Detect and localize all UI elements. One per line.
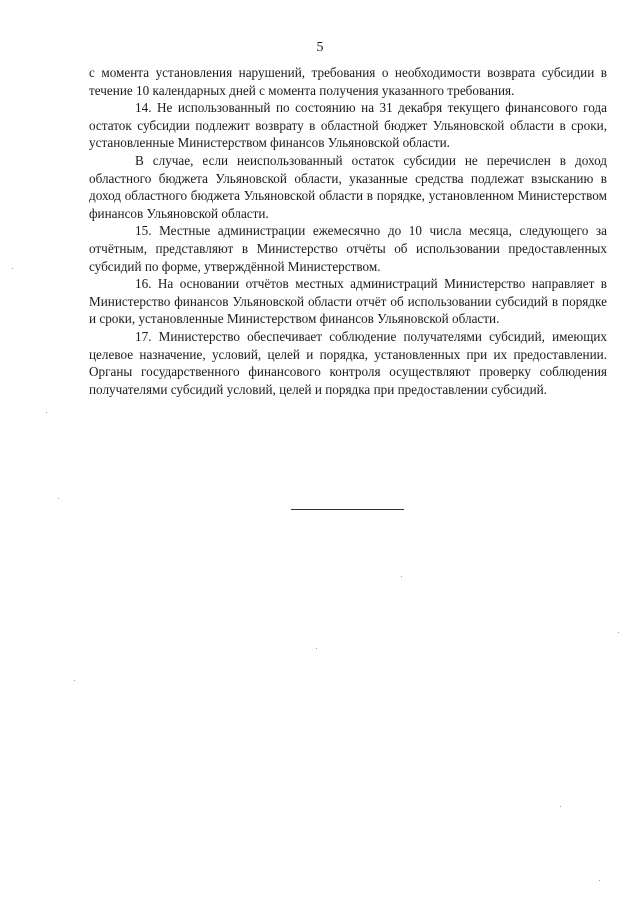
- paragraph-item-15: 15. Местные администрации ежемесячно до 10 числа месяца, следующего за отчётным, представляют в Министерство отчёты об использовании предоставленных субсидий по форме, утверждённой Министерством.: [89, 223, 607, 274]
- page-number: 5: [316, 40, 324, 55]
- paragraph-item-17: 17. Министерство обеспечивает соблюдение получателями субсидий, имеющих целевое назначение, условий, целей и порядка, установленных при их предоставлении. Органы государственного финансового контроля осуществляют проверку соблюдения получателями субсидий условий, целей и порядка при предоставлении субсидий.: [89, 328, 607, 397]
- document-body: [89, 64, 607, 398]
- paragraph-item-14-clause: В случае, если неиспользованный остаток субсидии не перечислен в доход областного бюджета Ульяновской области, указанные средства подлежат взысканию в доход областного бюджета Ульяновской области в порядке, установленном Министерством финансов Ульяновской области.: [89, 152, 607, 221]
- scan-speck: [599, 880, 600, 881]
- scan-speck: [74, 680, 75, 681]
- end-divider-line: [291, 509, 404, 510]
- scan-speck: [560, 806, 561, 807]
- paragraph-continuation: с момента установления нарушений, требования о необходимости возврата субсидии в течение 10 календарных дней с момента получения указанного требования.: [89, 65, 607, 98]
- paragraph-item-16: 16. На основании отчётов местных администраций Министерство направляет в Министерство финансов Ульяновской области отчёт об использовании субсидий в порядке и сроки, установленные Министерством финансов Ульяновской области.: [89, 276, 607, 327]
- scan-speck: [618, 632, 619, 633]
- scan-speck: [12, 268, 13, 269]
- scan-speck: [316, 648, 317, 649]
- scan-speck: [401, 576, 402, 577]
- paragraph-item-14: 14. Не использованный по состоянию на 31 декабря текущего финансового года остаток субсидии подлежит возврату в областной бюджет Ульяновской области в сроки, установленные Министерством финансов Ульяновской области.: [89, 100, 607, 151]
- scan-speck: [46, 412, 47, 413]
- scan-speck: [58, 498, 59, 499]
